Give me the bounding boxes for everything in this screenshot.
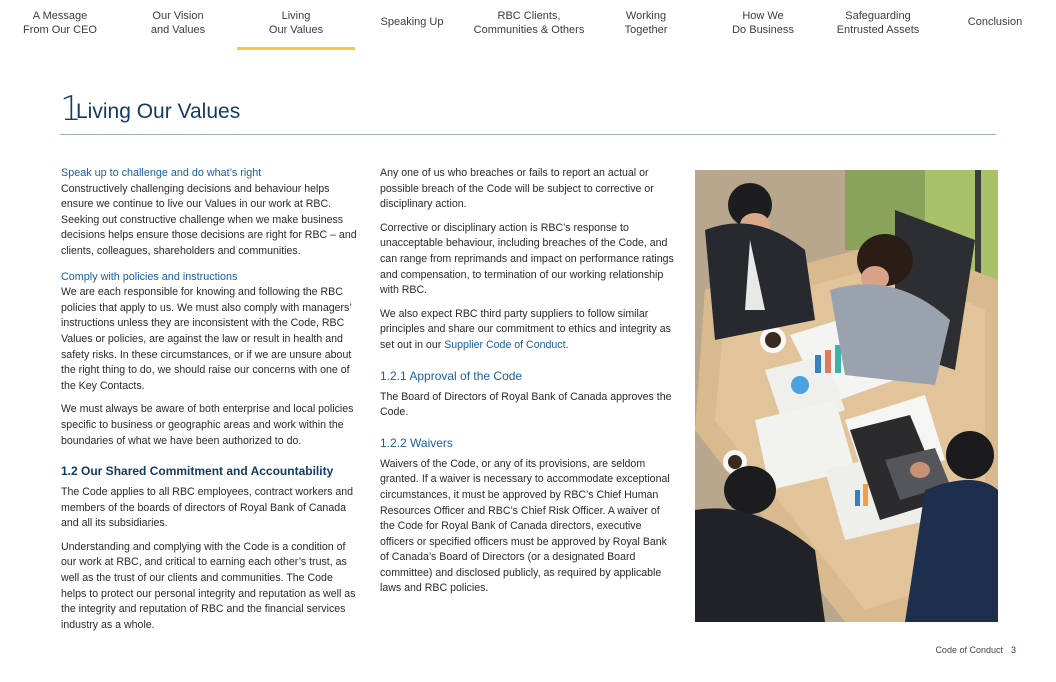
tab-label-line1: Our Vision (152, 10, 204, 22)
section-title: Living Our Values (76, 100, 241, 123)
tab-rbc-clients-communities[interactable] (470, 10, 588, 48)
subheading-speak-up: Speak up to challenge and do what’s right (61, 167, 262, 179)
tab-label-line2: and Values (150, 23, 206, 36)
paragraph: We are each responsible for knowing and following the RBC policies that apply to us. We must also comply with managers’ instructions unless they are inconsistent with the Code, RBC Values or policies, are against the law or result in health and safety risks. In these circumstances, or if we are unsure about the right thing to do, we should raise our concerns with one of the Key Contacts. (61, 286, 352, 392)
text-column-left (61, 166, 357, 639)
meeting-illustration (695, 170, 998, 622)
paragraph: Corrective or disciplinary action is RBC’s response to unacceptable behaviour, including breaches of the Code, and can range from reprimands and impact on performance ratings and compensation, to termination of our working relationship with RBC. (380, 221, 674, 297)
tab-label-line2: Communities & Others (473, 23, 585, 36)
paragraph: Any one of us who breaches or fails to report an actual or possible breach of the Code will be subject to corrective or disciplinary action. (380, 167, 654, 211)
paragraph-text: . (565, 338, 569, 351)
paragraph: The Board of Directors of Royal Bank of Canada approves the Code. (380, 390, 672, 419)
tab-conclusion[interactable] (936, 10, 1054, 36)
tab-label-line1: Speaking Up (380, 16, 444, 29)
tab-label-line2: From Our CEO (23, 23, 97, 36)
tab-message-from-ceo[interactable] (1, 10, 119, 48)
tab-working-together[interactable] (587, 10, 705, 48)
paragraph-supplier (380, 307, 676, 354)
tab-label-line1: Working (625, 10, 667, 22)
subheading-comply: Comply with policies and instructions (61, 270, 238, 283)
tab-label-line2: Entrusted Assets (836, 23, 920, 36)
heading-waivers: 1.2.2 Waivers (380, 435, 453, 450)
tab-label-line2: Our Values (268, 23, 324, 36)
paragraph: Waivers of the Code, or any of its provisions, are seldom granted. If a waiver is necessary to accommodate exceptional circumstances, it must be approved by RBC’s Chief Human Resources Officer and RBC’s Chief Risk Officer. A waiver of the Code for Royal Bank of Canada directors, executive officers or specified officers must be approved by Royal Bank of Canada’s Board of Directors (or a designated Board committee) and disclosed publicly, as required by applicable laws and RBC policies. (380, 457, 670, 595)
paragraph: Understanding and complying with the Code is a condition of our work at RBC, and critical to earning each other’s trust, as well as the trust of our clients and communities. The Code helps to protect our personal integrity and reputation as well as the integrity and reputation of RBC and the financial services industry as a whole. (61, 540, 356, 631)
meeting-photo (695, 170, 998, 622)
page-footer (935, 645, 1016, 655)
footer-label: Code of Conduct (935, 645, 1003, 655)
tab-our-vision-and-values[interactable] (119, 10, 237, 48)
tab-label-line1: Conclusion (967, 16, 1023, 29)
tab-label-line2: Do Business (732, 23, 794, 36)
tab-label-line1: Safeguarding (845, 10, 911, 22)
paragraph: The Code applies to all RBC employees, contract workers and members of the boards of directors of Royal Bank of Canada and all its subsidiaries. (61, 486, 354, 530)
heading-shared-commitment: 1.2 Our Shared Commitment and Accountability (61, 464, 334, 479)
tab-safeguarding-entrusted-assets[interactable] (819, 10, 937, 48)
tab-label-line1: RBC Clients, (497, 10, 561, 22)
text-column-middle (380, 166, 676, 603)
tab-label-line1: Living (281, 10, 311, 22)
tab-living-our-values[interactable] (237, 10, 355, 48)
tab-speaking-up[interactable] (353, 10, 471, 36)
top-navigation (0, 0, 1056, 50)
tab-how-we-do-business[interactable] (704, 10, 822, 48)
tab-label-line1: A Message (32, 10, 88, 22)
page-number: 3 (1010, 645, 1016, 655)
tab-label-line1: How We (742, 10, 784, 22)
tab-label-line2: Together (624, 23, 668, 36)
paragraph: We must always be aware of both enterprise and local policies specific to business or geographic areas and work within the boundaries of what we have been authorized to do. (61, 403, 354, 447)
supplier-code-link[interactable]: Supplier Code of Conduct (444, 338, 566, 351)
paragraph: Constructively challenging decisions and behaviour helps ensure we continue to live our Values in our work at RBC. Seeking out constructive challenge when we make business decisions helps ensure those decisions are right for RBC – and clients, colleagues, shareholders and communities. (61, 182, 357, 257)
page-title (60, 90, 996, 135)
paragraph-text: We also expect RBC third party suppliers to follow similar principles and share our commitment to ethics and integrity as set out in our (380, 307, 671, 351)
heading-approval: 1.2.1 Approval of the Code (380, 368, 523, 383)
section-number: 1 (60, 89, 82, 129)
